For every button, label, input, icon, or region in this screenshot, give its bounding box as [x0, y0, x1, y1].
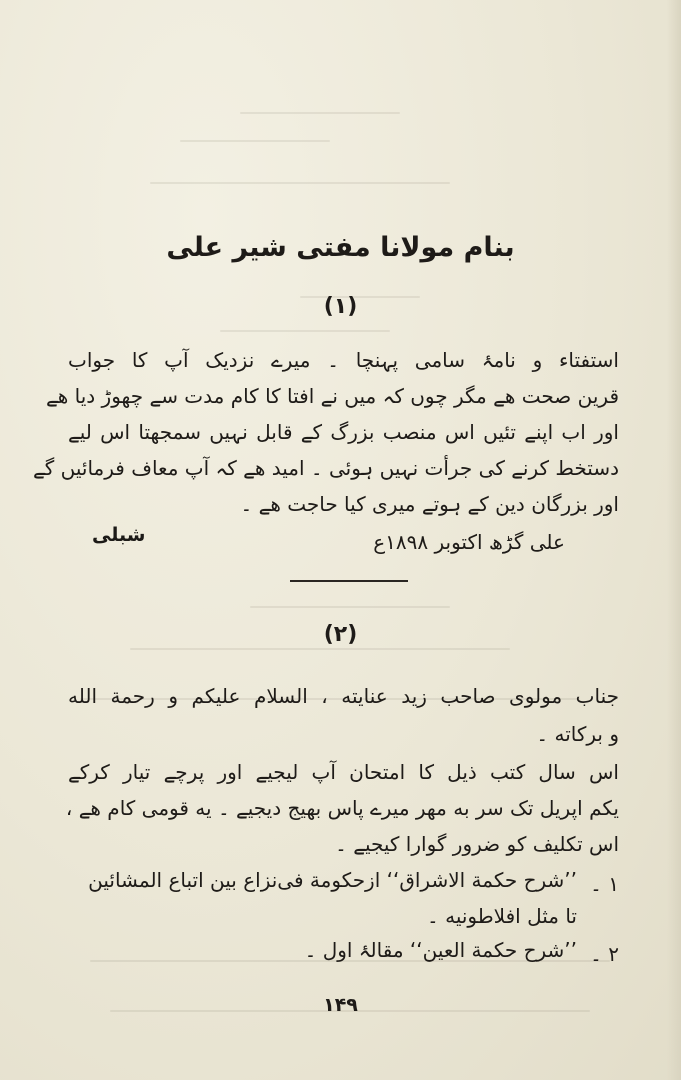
letter-2-line: جناب مولوی صاحب زید عنایته ، السلام علیکم و رحمة الله [68, 684, 619, 708]
letters-heading: بنام مولانا مفتی شیر علی [166, 232, 515, 263]
bleed-through-mark [130, 648, 510, 650]
place-date: علی گڑھ اکتوبر ۱۸۹۸ع [373, 530, 565, 554]
section-divider [290, 580, 408, 582]
bleed-through-mark [250, 606, 450, 608]
letter-2-line: اس سال کتب ذیل کا امتحان آپ لیجیے اور پرچے تیار کرکے [68, 760, 619, 784]
letter-2-number: (۲) [323, 622, 358, 647]
letter-1-line: اور اب اپنے تئیں اس منصب بزرگ کے قابل نہیں سمجھتا اس لیے [68, 420, 619, 444]
letter-1-line: قرین صحت ھے مگر چوں کہ میں نے افتا کا کام مدت سے چھوڑ دیا ھے [46, 384, 619, 408]
letter-1-line: اور بزرگان دین کے ہوتے میری کیا حاجت ھے ۔ [240, 492, 619, 516]
bleed-through-mark [180, 140, 330, 142]
letter-2-line: اس تکلیف کو ضرور گوارا کیجیے ۔ [335, 832, 619, 856]
letter-1-number: (۱) [323, 294, 358, 319]
list-marker: ۲ ۔ [590, 942, 619, 966]
signature: شبلی [92, 524, 146, 546]
page-spine-shadow [667, 0, 681, 1080]
bleed-through-mark [240, 112, 400, 114]
list-marker: ۱ ۔ [590, 872, 619, 896]
letter-2-line: و برکاته ۔ [536, 722, 619, 746]
letter-1-line: استفتاء و نامۂ سامی پہنچا ۔ میرے نزدیک آپ کا جواب [68, 348, 619, 372]
letter-1-line: دستخط کرنے کی جرأت نہیں ہوئی ۔ امید ھے کہ آپ معاف فرمائیں گے [33, 456, 619, 480]
letter-2-line: یکم اپریل تک سر به مهر میرے پاس بهیج دیجیے ۔ یه قومی کام ھے ، [65, 796, 619, 820]
list-item: ’’شرح حکمة الاشراق‘‘ ازحکومة فی‌نزاع بین اتباع المشائین [88, 868, 577, 892]
page-number: ۱۴۹ [323, 994, 358, 1016]
bleed-through-mark [220, 330, 390, 332]
bleed-through-mark [150, 182, 450, 184]
list-item: تا مثل افلاطونیه ۔ [427, 904, 577, 928]
list-item: ’’شرح حکمة العین‘‘ مقالۂ اول ۔ [304, 938, 577, 962]
